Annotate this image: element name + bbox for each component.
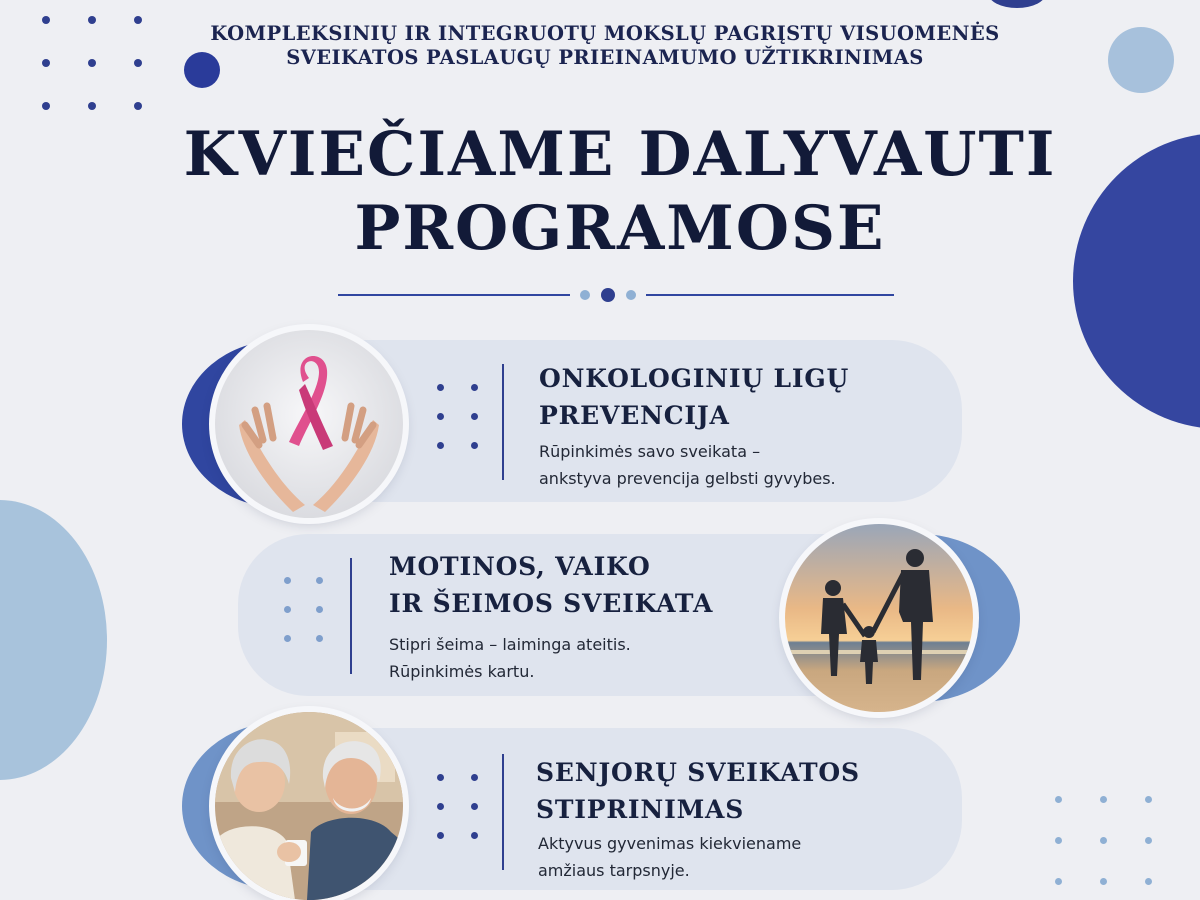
card-text-line-2: amžiaus tarpsnyje. bbox=[538, 861, 690, 880]
card-text-line-2: Rūpinkimės kartu. bbox=[389, 662, 535, 681]
separator-line-right bbox=[646, 294, 894, 296]
title-line-2: PROGRAMOSE bbox=[354, 193, 886, 264]
card-dot-grid bbox=[437, 384, 479, 449]
card-title-line-2: STIPRINIMAS bbox=[536, 795, 745, 824]
card-title-line-1: ONKOLOGINIŲ LIGŲ bbox=[539, 364, 850, 393]
card-title bbox=[536, 754, 860, 828]
separator-dot-right bbox=[626, 290, 636, 300]
deco-circle-left-large bbox=[0, 500, 107, 780]
header-kicker bbox=[170, 22, 1040, 70]
separator-dot-left bbox=[580, 290, 590, 300]
separator-line-left bbox=[338, 294, 570, 296]
card-dot-grid bbox=[284, 577, 324, 642]
card-divider bbox=[502, 754, 504, 870]
family-beach-sunset-image bbox=[785, 524, 973, 712]
card-dot-grid bbox=[437, 774, 479, 839]
separator-dot-center bbox=[601, 288, 615, 302]
title-line-1: KVIEČIAME DALYVAUTI bbox=[183, 119, 1057, 190]
deco-dot-grid-bottom-right bbox=[1055, 796, 1153, 885]
kicker-line-1: KOMPLEKSINIŲ IR INTEGRUOTŲ MOKSLŲ PAGRĮSTŲ VISUOMENĖS bbox=[210, 22, 1000, 45]
card-text bbox=[389, 631, 631, 685]
deco-circle-top-edge bbox=[988, 0, 1046, 8]
card-divider bbox=[502, 364, 504, 480]
senior-couple-image bbox=[215, 712, 403, 900]
page-title bbox=[140, 118, 1100, 266]
card-text-line-1: Stipri šeima – laiminga ateitis. bbox=[389, 635, 631, 654]
pink-ribbon-hands-image bbox=[215, 330, 403, 518]
card-title bbox=[389, 548, 713, 622]
card-text-line-2: ankstyva prevencija gelbsti gyvybes. bbox=[539, 469, 836, 488]
card-divider bbox=[350, 558, 352, 674]
deco-dot-grid-top-left bbox=[42, 16, 143, 110]
card-title bbox=[539, 360, 849, 434]
card-title-line-2: PREVENCIJA bbox=[539, 401, 730, 430]
card-text bbox=[539, 438, 836, 492]
deco-circle-top-right-small bbox=[1108, 27, 1174, 93]
card-title-line-1: SENJORŲ SVEIKATOS bbox=[536, 758, 860, 787]
card-text bbox=[538, 830, 801, 884]
card-title-line-2: IR ŠEIMOS SVEIKATA bbox=[389, 589, 714, 618]
card-text-line-1: Rūpinkimės savo sveikata – bbox=[539, 442, 761, 461]
card-text-line-1: Aktyvus gyvenimas kiekviename bbox=[538, 834, 802, 853]
card-title-line-1: MOTINOS, VAIKO bbox=[389, 552, 651, 581]
kicker-line-2: SVEIKATOS PASLAUGŲ PRIEINAMUMO UŽTIKRINIMAS bbox=[286, 46, 924, 69]
